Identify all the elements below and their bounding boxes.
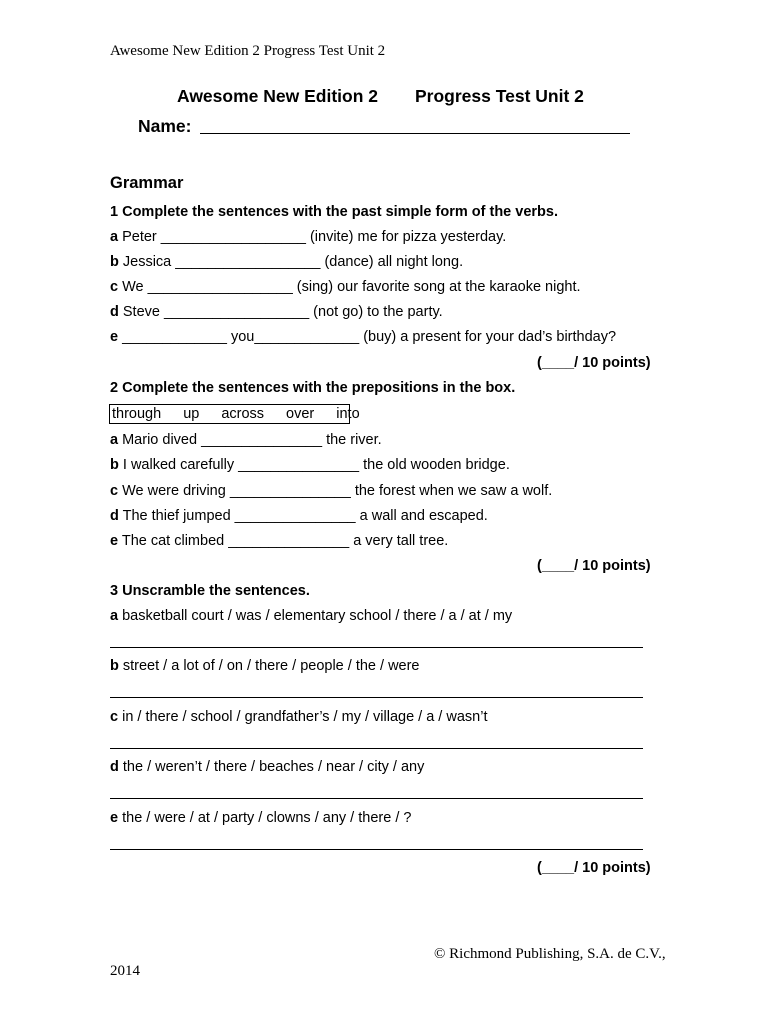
answer-line-a[interactable] — [110, 647, 643, 648]
exercise-1-item-a: a Peter __________________ (invite) me for pizza yesterday. — [110, 229, 507, 245]
box-word: into — [336, 406, 360, 422]
copyright-notice: © Richmond Publishing, S.A. de C.V., — [434, 946, 666, 962]
answer-line-b[interactable] — [110, 697, 643, 698]
exercise-2-item-c: c We were driving _______________ the forest when we saw a wolf. — [110, 483, 553, 499]
test-subtitle: Progress Test Unit 2 — [415, 86, 584, 106]
exercise-3-item-d: d the / weren’t / there / beaches / near / city / any — [110, 759, 425, 775]
exercise-3-item-b: b street / a lot of / on / there / people / the / were — [110, 658, 420, 674]
exercise-3-item-a: a basketball court / was / elementary school / there / a / at / my — [110, 608, 513, 624]
exercise-3-item-e: e the / were / at / party / clowns / any / there / ? — [110, 810, 412, 826]
exercise-1-item-b: b Jessica __________________ (dance) all night long. — [110, 254, 464, 270]
test-title: Awesome New Edition 2 — [177, 86, 378, 106]
exercise-2-item-d: d The thief jumped _______________ a wall and escaped. — [110, 508, 488, 524]
exercise-1-instruction: 1 Complete the sentences with the past simple form of the verbs. — [110, 204, 558, 220]
exercise-1-item-e: e _____________ you_____________ (buy) a present for your dad’s birthday? — [110, 329, 617, 345]
preposition-word-box — [109, 404, 360, 424]
exercise-1-item-c: c We __________________ (sing) our favorite song at the karaoke night. — [110, 279, 581, 295]
exercise-2-item-e: e The cat climbed _______________ a very tall tree. — [110, 533, 449, 549]
box-word: across — [221, 406, 265, 422]
exercise-2-points: (____/ 10 points) — [537, 558, 651, 574]
exercise-1-item-d: d Steve __________________ (not go) to the party. — [110, 304, 443, 320]
running-header: Awesome New Edition 2 Progress Test Unit 2 — [110, 43, 386, 59]
section-heading-grammar: Grammar — [110, 174, 184, 192]
exercise-2-instruction: 2 Complete the sentences with the prepositions in the box. — [110, 380, 516, 396]
copyright-year: 2014 — [110, 963, 140, 979]
box-word: up — [183, 406, 200, 422]
box-word: over — [286, 406, 315, 422]
name-field-line[interactable] — [200, 133, 630, 134]
name-label: Name: — [138, 116, 192, 136]
exercise-3-points: (____/ 10 points) — [537, 860, 651, 876]
answer-line-c[interactable] — [110, 748, 643, 749]
answer-line-e[interactable] — [110, 849, 643, 850]
exercise-3-item-c: c in / there / school / grandfather’s / my / village / a / wasn’t — [110, 709, 488, 725]
exercise-1-points: (____/ 10 points) — [537, 355, 651, 371]
box-word: through — [112, 406, 162, 422]
exercise-3-instruction: 3 Unscramble the sentences. — [110, 583, 310, 599]
exercise-2-item-b: b I walked carefully _______________ the old wooden bridge. — [110, 457, 510, 473]
exercise-2-item-a: a Mario dived _______________ the river. — [110, 432, 382, 448]
answer-line-d[interactable] — [110, 798, 643, 799]
